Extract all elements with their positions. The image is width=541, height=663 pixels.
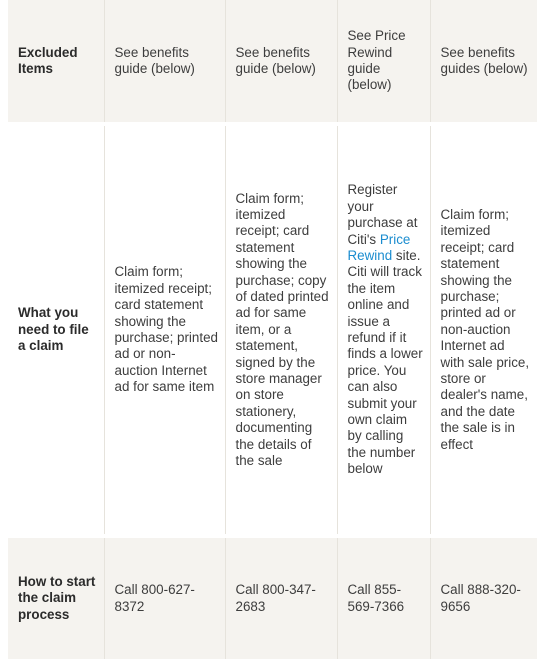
table-cell: See benefits guide (below): [225, 0, 337, 124]
cell-text: site. Citi will track the item online and issue a refund if it finds a lower price. You can also submit your own claim by calling the number below: [347, 247, 423, 477]
price-rewind-link[interactable]: Price Rewind: [347, 231, 411, 263]
phone-number: Call 888-320-9656: [430, 536, 537, 661]
row-header-excluded-items: Excluded Items: [8, 0, 104, 124]
row-header-what-you-need: What you need to file a claim: [8, 124, 104, 536]
phone-number: Call 800-347-2683: [225, 536, 337, 661]
table-cell: Claim form; itemized receipt; card statement showing the purchase; printed ad or non-auction Internet ad with sale price, store or dealer's name, and the date the sale is in effect: [430, 124, 537, 536]
comparison-table: [8, 0, 537, 663]
table-cell: [337, 124, 430, 536]
table-cell: Claim form; itemized receipt; card statement showing the purchase; printed ad or non-auction Internet ad for same item: [104, 124, 225, 536]
table-cell: See Price Rewind guide (below): [337, 0, 430, 124]
cell-text: Register your purchase at Citi's: [347, 182, 418, 247]
phone-number: Call 855-569-7366: [337, 536, 430, 661]
table-row: [8, 0, 537, 124]
table-cell: See benefits guides (below): [430, 0, 537, 124]
phone-number: Call 800-627-8372: [104, 536, 225, 661]
table-row: [8, 124, 537, 536]
row-header-how-to-start: How to start the claim process: [8, 536, 104, 661]
table-row: [8, 536, 537, 661]
table-cell: See benefits guide (below): [104, 0, 225, 124]
table-cell: Claim form; itemized receipt; card statement showing the purchase; copy of dated printed ad for same item, or a statement, signed by the store manager on store stationery, documenting the details of the sale: [225, 124, 337, 536]
